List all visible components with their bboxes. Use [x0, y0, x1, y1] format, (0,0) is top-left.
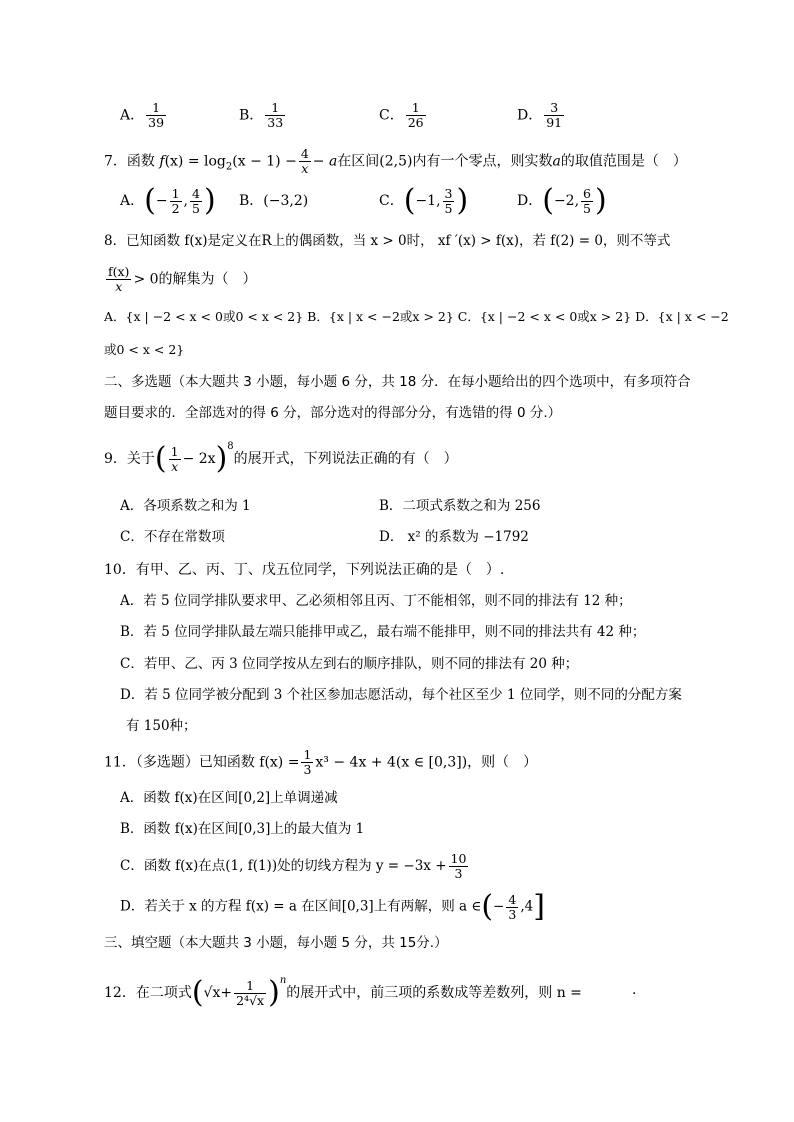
section2-line2: 题目要求的．全部选对的得 6 分，部分选对的得部分分，有选错的得 0 分.） — [104, 405, 562, 421]
q7-option-d — [517, 183, 607, 218]
q11-option-a: A．函数 f(x)在区间[0,2]上单调递减 — [120, 790, 338, 806]
q7-d-n2: 6 — [583, 185, 591, 201]
q9-option-b: B．二项式系数之和为 256 — [379, 498, 541, 514]
q7-a-frac2 — [190, 187, 202, 216]
q12-rparen: ) — [268, 975, 280, 1010]
q6-option-b — [239, 101, 287, 130]
q11-d-tail: ,4 — [520, 898, 534, 915]
section3-title: 三、填空题（本大题共 3 小题，每小题 5 分，共 15分.） — [104, 935, 448, 951]
q12-blank-end: . — [632, 982, 637, 998]
q7-stem — [104, 147, 687, 176]
q12-pre: 12．在二项式 — [104, 985, 192, 1001]
q12-plus: + — [220, 985, 233, 1001]
q7-c-label: C． — [379, 193, 404, 209]
q11-c-pre: C．函数 f(x)在点(1, f(1))处的切线方程为 y = −3x + — [120, 858, 447, 874]
q8-line1: 8．已知函数 f(x)是定义在R上的偶函数，当 x > 0时， xf ′(x) > f(x)，若 f(2) = 0，则不等式 — [104, 233, 671, 249]
q6-c-label: C． — [379, 107, 404, 124]
q8-line2-tail: > 0的解集为（ ） — [133, 271, 257, 288]
q7-a-mid: , — [183, 193, 188, 209]
q8-frac-den: x — [115, 279, 123, 294]
q11-option-b: B．函数 f(x)在区间[0,3]上的最大值为 1 — [120, 821, 365, 837]
q9-num: 1 — [170, 443, 179, 459]
q7-log-base: 2 — [225, 161, 233, 173]
q6-c-frac — [406, 101, 426, 130]
q10-option-d-line1: D．若 5 位同学被分配到 3 个社区参加志愿活动，每个社区至少 1 位同学，则不同的分配方案 — [120, 687, 682, 703]
q11-d-lparen: ( — [481, 889, 494, 924]
q6-b-den: 33 — [267, 115, 284, 130]
q6-c-num: 1 — [406, 101, 426, 116]
q6-b-frac — [265, 101, 285, 130]
q9-pre: 9．关于 — [104, 451, 155, 467]
q11-d-pre: D．若关于 x 的方程 f(x) = a 在区间[0,3]上有两解，则 a ∈ — [120, 898, 482, 915]
q7-text1: 在区间 — [337, 153, 380, 170]
q12-frac — [234, 979, 266, 1008]
q7-a-rparen: ) — [203, 183, 216, 218]
q7-arg: (x − 1) − — [232, 153, 297, 170]
q12-num: 1 — [234, 979, 266, 994]
q7-c-lparen: ( — [403, 183, 416, 218]
q9-rparen: ) — [215, 441, 228, 476]
q7-a-n2: 4 — [191, 185, 200, 201]
q7-d-rparen: ) — [595, 183, 607, 218]
q6-option-a — [120, 101, 168, 130]
q11-num: 1 — [303, 747, 312, 762]
q7-c-d2: 5 — [444, 200, 453, 216]
q8-frac — [106, 265, 131, 294]
q8-line2 — [104, 265, 257, 294]
q9-frac — [169, 445, 181, 474]
q11-pre: 11．（多选题）已知函数 f(x) = — [104, 754, 300, 771]
q9-mid: − 2x — [182, 451, 216, 467]
q7-f: f — [159, 153, 165, 170]
q7-b-text: (−3,2) — [263, 193, 309, 209]
q7-a-d1: 2 — [171, 200, 180, 216]
q8-frac-num: f(x) — [108, 264, 130, 279]
q6-a-label: A． — [120, 107, 145, 124]
q7-a-frac1 — [170, 187, 182, 216]
q11-d-num: 4 — [508, 891, 517, 907]
q7-a-pre: − — [155, 193, 168, 209]
q7-frac — [299, 147, 311, 176]
q7-d-lparen: ( — [542, 183, 554, 218]
q7-a-d2: 5 — [191, 200, 200, 216]
q8-options-line: A．{x | −2 < x < 0或0 < x < 2} B．{x | x < −2或x > 2} C．{x | −2 < x < 0或x > 2} D．{x | x < −2 — [104, 309, 729, 324]
q11-c-num: 10 — [450, 851, 467, 866]
q11-mid: x³ − 4x + 4 — [315, 754, 396, 771]
q6-b-label: B． — [239, 107, 264, 124]
q6-d-frac — [544, 101, 564, 130]
q9-exponent: 8 — [227, 441, 234, 453]
q11-d-den: 3 — [508, 906, 517, 922]
q10-stem: 10．有甲、乙、丙、丁、戊五位同学，下列说法正确的是（ ）. — [104, 562, 505, 578]
q6-c-den: 26 — [407, 115, 424, 130]
q11-post: ，则（ ） — [467, 754, 538, 771]
q6-a-den: 39 — [148, 115, 165, 130]
q7-a-n1: 1 — [171, 185, 180, 201]
q7-options — [120, 183, 680, 218]
q10-option-d-line2: 有 150种； — [126, 718, 197, 734]
q11-c-frac — [449, 852, 469, 881]
q7-d-frac — [581, 187, 593, 216]
q11-frac — [301, 748, 313, 777]
q6-d-num: 3 — [544, 101, 564, 116]
q7-var: a — [552, 153, 561, 170]
q9-option-c: C．不存在常数项 — [120, 529, 225, 545]
q9-option-a: A．各项系数之和为 1 — [120, 498, 251, 514]
q9-den: x — [171, 458, 179, 474]
q12-root-x: √x — [203, 985, 221, 1001]
q12-den: 2⁴√x — [236, 992, 265, 1008]
q9-stem — [104, 441, 458, 476]
q7-c-n2: 3 — [444, 185, 453, 201]
q7-frac-num: 4 — [300, 146, 309, 161]
q7-c-rparen: ) — [456, 183, 469, 218]
q7-text2: 内有一个零点，则实数 — [412, 153, 553, 170]
q12-post: 的展开式中，前三项的系数成等差数列，则 n = — [286, 985, 582, 1001]
q10-option-c: C．若甲、乙、丙 3 位同学按从左到右的顺序排队，则不同的排法有 20 种； — [120, 656, 579, 672]
q6-b-num: 1 — [265, 101, 285, 116]
q11-stem — [104, 748, 537, 777]
q9-post: 的展开式，下列说法正确的有（ ） — [233, 451, 458, 467]
section2-line1: 二、多选题（本大题共 3 小题，每小题 6 分，共 18 分．在每小题给出的四个选项中，有多项符合 — [104, 374, 691, 390]
q7-b-label: B． — [239, 193, 264, 209]
q11-domain: (x ∈ [0,3]) — [395, 754, 468, 771]
q7-option-c — [379, 183, 469, 218]
q11-den: 3 — [303, 762, 312, 777]
q7-d-label: D． — [517, 193, 543, 209]
q7-frac-den: x — [301, 161, 309, 176]
q11-c-den: 3 — [454, 866, 463, 881]
q6-a-frac — [146, 101, 166, 130]
q7-interval: (2,5) — [379, 153, 413, 170]
q7-a-label: A． — [120, 193, 145, 209]
q6-option-d — [517, 101, 566, 130]
q7-text3: 的取值范围是（ ） — [560, 153, 687, 170]
q7-number: 7．函数 — [104, 153, 155, 170]
q7-a-lparen: ( — [144, 183, 156, 218]
q7-option-b — [239, 191, 308, 211]
q9-lparen: ( — [154, 441, 167, 476]
q12-stem — [104, 975, 582, 1010]
q7-c-pre: −1, — [415, 193, 441, 209]
q6-a-num: 1 — [146, 101, 166, 116]
q11-d-frac — [506, 893, 518, 922]
q7-d-pre: −2, — [553, 193, 580, 209]
q12-lparen: ( — [191, 975, 204, 1010]
q6-option-c — [379, 101, 428, 130]
q7-d-d2: 5 — [583, 200, 591, 216]
q7-c-frac — [443, 187, 455, 216]
q11-d-rparen: ] — [533, 889, 545, 924]
q7-minus-a: − a — [312, 153, 338, 170]
q7-option-a — [120, 183, 216, 218]
q10-option-b: B．若 5 位同学排队最左端只能排甲或乙，最右端不能排甲，则不同的排法共有 42 种； — [120, 624, 646, 640]
q8-options-line2: 或0 < x < 2} — [104, 342, 185, 357]
q7-log: (x) = log — [164, 153, 226, 170]
q11-option-d — [120, 889, 545, 924]
q6-d-label: D． — [517, 107, 543, 124]
q11-d-minus: − — [493, 898, 505, 915]
q9-option-d: D． x² 的系数为 −1792 — [379, 529, 529, 545]
q12-exponent: n — [279, 975, 287, 987]
q11-option-c — [120, 852, 470, 881]
q6-d-den: 91 — [546, 115, 563, 130]
q10-option-a: A．若 5 位同学排队要求甲、乙必须相邻且丙、丁不能相邻，则不同的排法有 12 种； — [120, 593, 632, 609]
